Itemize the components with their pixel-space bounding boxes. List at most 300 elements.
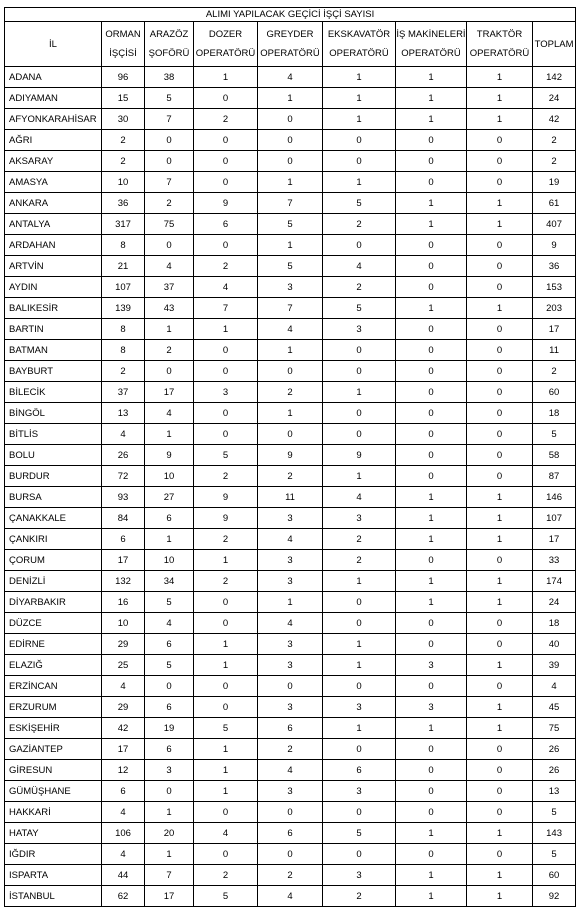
count-cell: 1 bbox=[194, 319, 258, 340]
table-row bbox=[5, 340, 576, 361]
table-row bbox=[5, 592, 576, 613]
total-cell: 39 bbox=[533, 655, 576, 676]
count-cell: 6 bbox=[145, 634, 194, 655]
count-cell: 4 bbox=[194, 823, 258, 844]
count-cell: 0 bbox=[396, 361, 467, 382]
count-cell: 6 bbox=[194, 214, 258, 235]
count-cell: 1 bbox=[467, 865, 533, 886]
count-cell: 2 bbox=[194, 466, 258, 487]
count-cell: 43 bbox=[145, 298, 194, 319]
count-cell: 0 bbox=[396, 445, 467, 466]
count-cell: 0 bbox=[194, 88, 258, 109]
count-cell: 3 bbox=[258, 550, 323, 571]
table-row bbox=[5, 256, 576, 277]
count-cell: 0 bbox=[467, 403, 533, 424]
total-cell: 143 bbox=[533, 823, 576, 844]
count-cell: 0 bbox=[323, 130, 396, 151]
count-cell: 3 bbox=[258, 277, 323, 298]
count-cell: 0 bbox=[467, 550, 533, 571]
count-cell: 0 bbox=[467, 613, 533, 634]
count-cell: 1 bbox=[396, 487, 467, 508]
total-cell: 5 bbox=[533, 424, 576, 445]
count-cell: 3 bbox=[258, 634, 323, 655]
count-cell: 7 bbox=[145, 109, 194, 130]
table-row bbox=[5, 235, 576, 256]
count-cell: 0 bbox=[396, 130, 467, 151]
total-cell: 18 bbox=[533, 403, 576, 424]
count-cell: 44 bbox=[102, 865, 145, 886]
province-cell: AFYONKARAHİSAR bbox=[5, 109, 102, 130]
count-cell: 0 bbox=[467, 361, 533, 382]
count-cell: 1 bbox=[467, 88, 533, 109]
count-cell: 8 bbox=[102, 340, 145, 361]
count-cell: 10 bbox=[102, 172, 145, 193]
province-cell: GİRESUN bbox=[5, 760, 102, 781]
count-cell: 2 bbox=[323, 886, 396, 907]
count-cell: 3 bbox=[396, 697, 467, 718]
count-cell: 0 bbox=[194, 844, 258, 865]
province-cell: DENİZLİ bbox=[5, 571, 102, 592]
count-cell: 5 bbox=[145, 88, 194, 109]
count-cell: 0 bbox=[194, 802, 258, 823]
count-cell: 1 bbox=[145, 319, 194, 340]
count-cell: 9 bbox=[323, 445, 396, 466]
count-cell: 2 bbox=[258, 382, 323, 403]
count-cell: 1 bbox=[467, 487, 533, 508]
count-cell: 0 bbox=[396, 424, 467, 445]
column-header-text: İŞÇİSİ bbox=[109, 48, 137, 59]
total-cell: 13 bbox=[533, 781, 576, 802]
count-cell: 7 bbox=[258, 193, 323, 214]
count-cell: 1 bbox=[258, 172, 323, 193]
table-row bbox=[5, 781, 576, 802]
province-cell: BATMAN bbox=[5, 340, 102, 361]
count-cell: 4 bbox=[258, 529, 323, 550]
count-cell: 1 bbox=[467, 529, 533, 550]
total-cell: 26 bbox=[533, 739, 576, 760]
count-cell: 0 bbox=[194, 403, 258, 424]
column-header-text: DOZER bbox=[208, 29, 243, 40]
count-cell: 2 bbox=[102, 151, 145, 172]
province-cell: ANTALYA bbox=[5, 214, 102, 235]
count-cell: 4 bbox=[102, 676, 145, 697]
count-cell: 38 bbox=[145, 67, 194, 88]
count-cell: 5 bbox=[194, 718, 258, 739]
table-row bbox=[5, 466, 576, 487]
column-header bbox=[5, 22, 102, 67]
table-row bbox=[5, 403, 576, 424]
count-cell: 1 bbox=[323, 571, 396, 592]
province-cell: DÜZCE bbox=[5, 613, 102, 634]
count-cell: 0 bbox=[396, 382, 467, 403]
count-cell: 4 bbox=[145, 256, 194, 277]
count-cell: 21 bbox=[102, 256, 145, 277]
count-cell: 4 bbox=[102, 802, 145, 823]
total-cell: 26 bbox=[533, 760, 576, 781]
column-header-text: OPERATÖRÜ bbox=[469, 48, 530, 59]
total-cell: 87 bbox=[533, 466, 576, 487]
count-cell: 1 bbox=[194, 655, 258, 676]
count-cell: 62 bbox=[102, 886, 145, 907]
count-cell: 3 bbox=[258, 697, 323, 718]
count-cell: 4 bbox=[145, 613, 194, 634]
count-cell: 26 bbox=[102, 445, 145, 466]
count-cell: 6 bbox=[102, 781, 145, 802]
count-cell: 4 bbox=[194, 277, 258, 298]
column-header-text: İL bbox=[49, 38, 57, 50]
count-cell: 0 bbox=[396, 739, 467, 760]
count-cell: 4 bbox=[258, 319, 323, 340]
count-cell: 2 bbox=[194, 529, 258, 550]
count-cell: 4 bbox=[258, 613, 323, 634]
count-cell: 2 bbox=[102, 130, 145, 151]
count-cell: 1 bbox=[396, 529, 467, 550]
count-cell: 0 bbox=[467, 676, 533, 697]
count-cell: 0 bbox=[467, 466, 533, 487]
table-row bbox=[5, 487, 576, 508]
count-cell: 317 bbox=[102, 214, 145, 235]
column-header bbox=[102, 22, 145, 67]
count-cell: 0 bbox=[145, 361, 194, 382]
count-cell: 0 bbox=[467, 781, 533, 802]
count-cell: 9 bbox=[145, 445, 194, 466]
total-cell: 11 bbox=[533, 340, 576, 361]
count-cell: 2 bbox=[194, 865, 258, 886]
province-cell: BALIKESİR bbox=[5, 298, 102, 319]
count-cell: 0 bbox=[396, 340, 467, 361]
count-cell: 2 bbox=[258, 739, 323, 760]
count-cell: 0 bbox=[467, 319, 533, 340]
total-cell: 4 bbox=[533, 676, 576, 697]
province-cell: IĞDIR bbox=[5, 844, 102, 865]
count-cell: 9 bbox=[194, 508, 258, 529]
total-cell: 5 bbox=[533, 844, 576, 865]
count-cell: 17 bbox=[145, 886, 194, 907]
count-cell: 0 bbox=[396, 235, 467, 256]
count-cell: 0 bbox=[323, 361, 396, 382]
count-cell: 1 bbox=[145, 802, 194, 823]
header-row bbox=[5, 22, 576, 67]
total-cell: 174 bbox=[533, 571, 576, 592]
count-cell: 1 bbox=[145, 529, 194, 550]
count-cell: 4 bbox=[258, 67, 323, 88]
count-cell: 10 bbox=[102, 613, 145, 634]
count-cell: 1 bbox=[396, 508, 467, 529]
count-cell: 17 bbox=[102, 550, 145, 571]
count-cell: 1 bbox=[467, 109, 533, 130]
count-cell: 2 bbox=[258, 466, 323, 487]
count-cell: 1 bbox=[467, 655, 533, 676]
table-row bbox=[5, 634, 576, 655]
province-cell: AMASYA bbox=[5, 172, 102, 193]
total-cell: 107 bbox=[533, 508, 576, 529]
count-cell: 0 bbox=[323, 592, 396, 613]
count-cell: 0 bbox=[323, 802, 396, 823]
count-cell: 3 bbox=[194, 382, 258, 403]
count-cell: 0 bbox=[323, 844, 396, 865]
count-cell: 1 bbox=[396, 109, 467, 130]
count-cell: 6 bbox=[145, 508, 194, 529]
count-cell: 72 bbox=[102, 466, 145, 487]
table-row bbox=[5, 613, 576, 634]
column-header bbox=[396, 22, 467, 67]
count-cell: 1 bbox=[396, 67, 467, 88]
count-cell: 1 bbox=[323, 466, 396, 487]
count-cell: 7 bbox=[258, 298, 323, 319]
count-cell: 30 bbox=[102, 109, 145, 130]
count-cell: 1 bbox=[396, 886, 467, 907]
count-cell: 1 bbox=[396, 298, 467, 319]
count-cell: 0 bbox=[396, 256, 467, 277]
total-cell: 9 bbox=[533, 235, 576, 256]
total-cell: 17 bbox=[533, 319, 576, 340]
column-header-text: OPERATÖRÜ bbox=[195, 48, 256, 59]
count-cell: 84 bbox=[102, 508, 145, 529]
table-row bbox=[5, 214, 576, 235]
count-cell: 1 bbox=[396, 592, 467, 613]
total-cell: 153 bbox=[533, 277, 576, 298]
table-row bbox=[5, 697, 576, 718]
total-cell: 17 bbox=[533, 529, 576, 550]
count-cell: 13 bbox=[102, 403, 145, 424]
count-cell: 0 bbox=[194, 697, 258, 718]
count-cell: 0 bbox=[467, 130, 533, 151]
count-cell: 7 bbox=[145, 172, 194, 193]
table-row bbox=[5, 361, 576, 382]
column-header bbox=[467, 22, 533, 67]
count-cell: 0 bbox=[467, 235, 533, 256]
column-header bbox=[323, 22, 396, 67]
table-row bbox=[5, 193, 576, 214]
count-cell: 4 bbox=[323, 256, 396, 277]
table-row bbox=[5, 172, 576, 193]
count-cell: 27 bbox=[145, 487, 194, 508]
count-cell: 1 bbox=[258, 403, 323, 424]
count-cell: 0 bbox=[145, 676, 194, 697]
table-row bbox=[5, 88, 576, 109]
count-cell: 37 bbox=[102, 382, 145, 403]
table-row bbox=[5, 865, 576, 886]
count-cell: 5 bbox=[194, 445, 258, 466]
table-row bbox=[5, 130, 576, 151]
column-header-text: GREYDER bbox=[266, 29, 314, 40]
count-cell: 1 bbox=[258, 592, 323, 613]
count-cell: 1 bbox=[467, 571, 533, 592]
count-cell: 4 bbox=[102, 424, 145, 445]
total-cell: 75 bbox=[533, 718, 576, 739]
table-title: ALIMI YAPILACAK GEÇİCİ İŞÇİ SAYISI bbox=[5, 8, 576, 22]
count-cell: 0 bbox=[467, 151, 533, 172]
count-cell: 9 bbox=[194, 487, 258, 508]
count-cell: 1 bbox=[396, 571, 467, 592]
count-cell: 0 bbox=[258, 676, 323, 697]
table-row bbox=[5, 109, 576, 130]
province-cell: ELAZIĞ bbox=[5, 655, 102, 676]
count-cell: 3 bbox=[258, 571, 323, 592]
count-cell: 75 bbox=[145, 214, 194, 235]
staff-table bbox=[4, 7, 576, 907]
province-cell: HAKKARİ bbox=[5, 802, 102, 823]
count-cell: 0 bbox=[258, 424, 323, 445]
province-cell: GAZİANTEP bbox=[5, 739, 102, 760]
count-cell: 0 bbox=[396, 844, 467, 865]
count-cell: 0 bbox=[467, 739, 533, 760]
count-cell: 1 bbox=[467, 823, 533, 844]
total-cell: 24 bbox=[533, 592, 576, 613]
total-cell: 42 bbox=[533, 109, 576, 130]
count-cell: 8 bbox=[102, 319, 145, 340]
count-cell: 1 bbox=[323, 172, 396, 193]
total-cell: 146 bbox=[533, 487, 576, 508]
count-cell: 0 bbox=[323, 151, 396, 172]
province-cell: BURDUR bbox=[5, 466, 102, 487]
count-cell: 0 bbox=[396, 613, 467, 634]
count-cell: 1 bbox=[467, 214, 533, 235]
count-cell: 1 bbox=[194, 781, 258, 802]
count-cell: 1 bbox=[258, 235, 323, 256]
count-cell: 2 bbox=[194, 571, 258, 592]
column-header bbox=[258, 22, 323, 67]
count-cell: 0 bbox=[194, 361, 258, 382]
count-cell: 0 bbox=[467, 277, 533, 298]
count-cell: 0 bbox=[145, 781, 194, 802]
province-cell: ADANA bbox=[5, 67, 102, 88]
column-header-text: EKSKAVATÖR bbox=[327, 29, 391, 40]
count-cell: 9 bbox=[258, 445, 323, 466]
count-cell: 3 bbox=[258, 655, 323, 676]
table-row bbox=[5, 550, 576, 571]
count-cell: 5 bbox=[323, 193, 396, 214]
count-cell: 1 bbox=[194, 760, 258, 781]
count-cell: 8 bbox=[102, 235, 145, 256]
count-cell: 0 bbox=[396, 676, 467, 697]
total-cell: 58 bbox=[533, 445, 576, 466]
province-cell: ANKARA bbox=[5, 193, 102, 214]
count-cell: 107 bbox=[102, 277, 145, 298]
count-cell: 0 bbox=[194, 151, 258, 172]
count-cell: 6 bbox=[102, 529, 145, 550]
count-cell: 1 bbox=[323, 88, 396, 109]
count-cell: 1 bbox=[467, 886, 533, 907]
province-cell: ÇANAKKALE bbox=[5, 508, 102, 529]
count-cell: 1 bbox=[323, 718, 396, 739]
count-cell: 1 bbox=[467, 592, 533, 613]
total-cell: 203 bbox=[533, 298, 576, 319]
total-cell: 2 bbox=[533, 130, 576, 151]
count-cell: 3 bbox=[323, 697, 396, 718]
province-cell: ÇANKIRI bbox=[5, 529, 102, 550]
count-cell: 0 bbox=[467, 634, 533, 655]
count-cell: 0 bbox=[258, 361, 323, 382]
count-cell: 0 bbox=[467, 172, 533, 193]
total-cell: 24 bbox=[533, 88, 576, 109]
count-cell: 0 bbox=[396, 760, 467, 781]
table-row bbox=[5, 508, 576, 529]
count-cell: 0 bbox=[467, 802, 533, 823]
count-cell: 37 bbox=[145, 277, 194, 298]
table-row bbox=[5, 571, 576, 592]
table-row bbox=[5, 529, 576, 550]
table-row bbox=[5, 655, 576, 676]
table-row bbox=[5, 886, 576, 907]
count-cell: 106 bbox=[102, 823, 145, 844]
count-cell: 3 bbox=[323, 865, 396, 886]
total-cell: 60 bbox=[533, 382, 576, 403]
count-cell: 5 bbox=[323, 823, 396, 844]
table-row bbox=[5, 676, 576, 697]
count-cell: 1 bbox=[194, 550, 258, 571]
column-header-text: OPERATÖRÜ bbox=[329, 48, 389, 59]
table-title-row bbox=[5, 8, 576, 22]
count-cell: 0 bbox=[396, 403, 467, 424]
total-cell: 60 bbox=[533, 865, 576, 886]
count-cell: 15 bbox=[102, 88, 145, 109]
province-cell: ÇORUM bbox=[5, 550, 102, 571]
column-header bbox=[533, 22, 576, 67]
province-cell: AĞRI bbox=[5, 130, 102, 151]
province-cell: BİTLİS bbox=[5, 424, 102, 445]
count-cell: 0 bbox=[194, 424, 258, 445]
count-cell: 0 bbox=[194, 235, 258, 256]
table-row bbox=[5, 718, 576, 739]
count-cell: 2 bbox=[323, 550, 396, 571]
count-cell: 1 bbox=[396, 88, 467, 109]
total-cell: 407 bbox=[533, 214, 576, 235]
count-cell: 5 bbox=[145, 655, 194, 676]
province-cell: BARTIN bbox=[5, 319, 102, 340]
count-cell: 2 bbox=[145, 340, 194, 361]
province-cell: AYDIN bbox=[5, 277, 102, 298]
count-cell: 0 bbox=[323, 403, 396, 424]
count-cell: 3 bbox=[396, 655, 467, 676]
count-cell: 0 bbox=[396, 172, 467, 193]
province-cell: ARTVİN bbox=[5, 256, 102, 277]
count-cell: 3 bbox=[323, 508, 396, 529]
count-cell: 1 bbox=[323, 67, 396, 88]
column-header-text: ŞOFÖRÜ bbox=[148, 48, 190, 59]
count-cell: 1 bbox=[323, 655, 396, 676]
count-cell: 0 bbox=[396, 277, 467, 298]
count-cell: 1 bbox=[194, 739, 258, 760]
count-cell: 0 bbox=[194, 130, 258, 151]
count-cell: 0 bbox=[396, 550, 467, 571]
count-cell: 139 bbox=[102, 298, 145, 319]
count-cell: 5 bbox=[258, 256, 323, 277]
table-row bbox=[5, 382, 576, 403]
province-cell: AKSARAY bbox=[5, 151, 102, 172]
count-cell: 12 bbox=[102, 760, 145, 781]
total-cell: 5 bbox=[533, 802, 576, 823]
count-cell: 6 bbox=[258, 718, 323, 739]
count-cell: 5 bbox=[323, 298, 396, 319]
count-cell: 0 bbox=[258, 802, 323, 823]
column-header bbox=[145, 22, 194, 67]
count-cell: 17 bbox=[102, 739, 145, 760]
count-cell: 1 bbox=[323, 109, 396, 130]
count-cell: 0 bbox=[258, 130, 323, 151]
count-cell: 0 bbox=[323, 613, 396, 634]
count-cell: 0 bbox=[323, 676, 396, 697]
total-cell: 45 bbox=[533, 697, 576, 718]
count-cell: 0 bbox=[467, 256, 533, 277]
count-cell: 10 bbox=[145, 550, 194, 571]
count-cell: 0 bbox=[396, 781, 467, 802]
count-cell: 0 bbox=[323, 424, 396, 445]
count-cell: 0 bbox=[396, 151, 467, 172]
count-cell: 3 bbox=[258, 508, 323, 529]
table-row bbox=[5, 151, 576, 172]
column-header-text: ORMAN bbox=[105, 29, 141, 40]
